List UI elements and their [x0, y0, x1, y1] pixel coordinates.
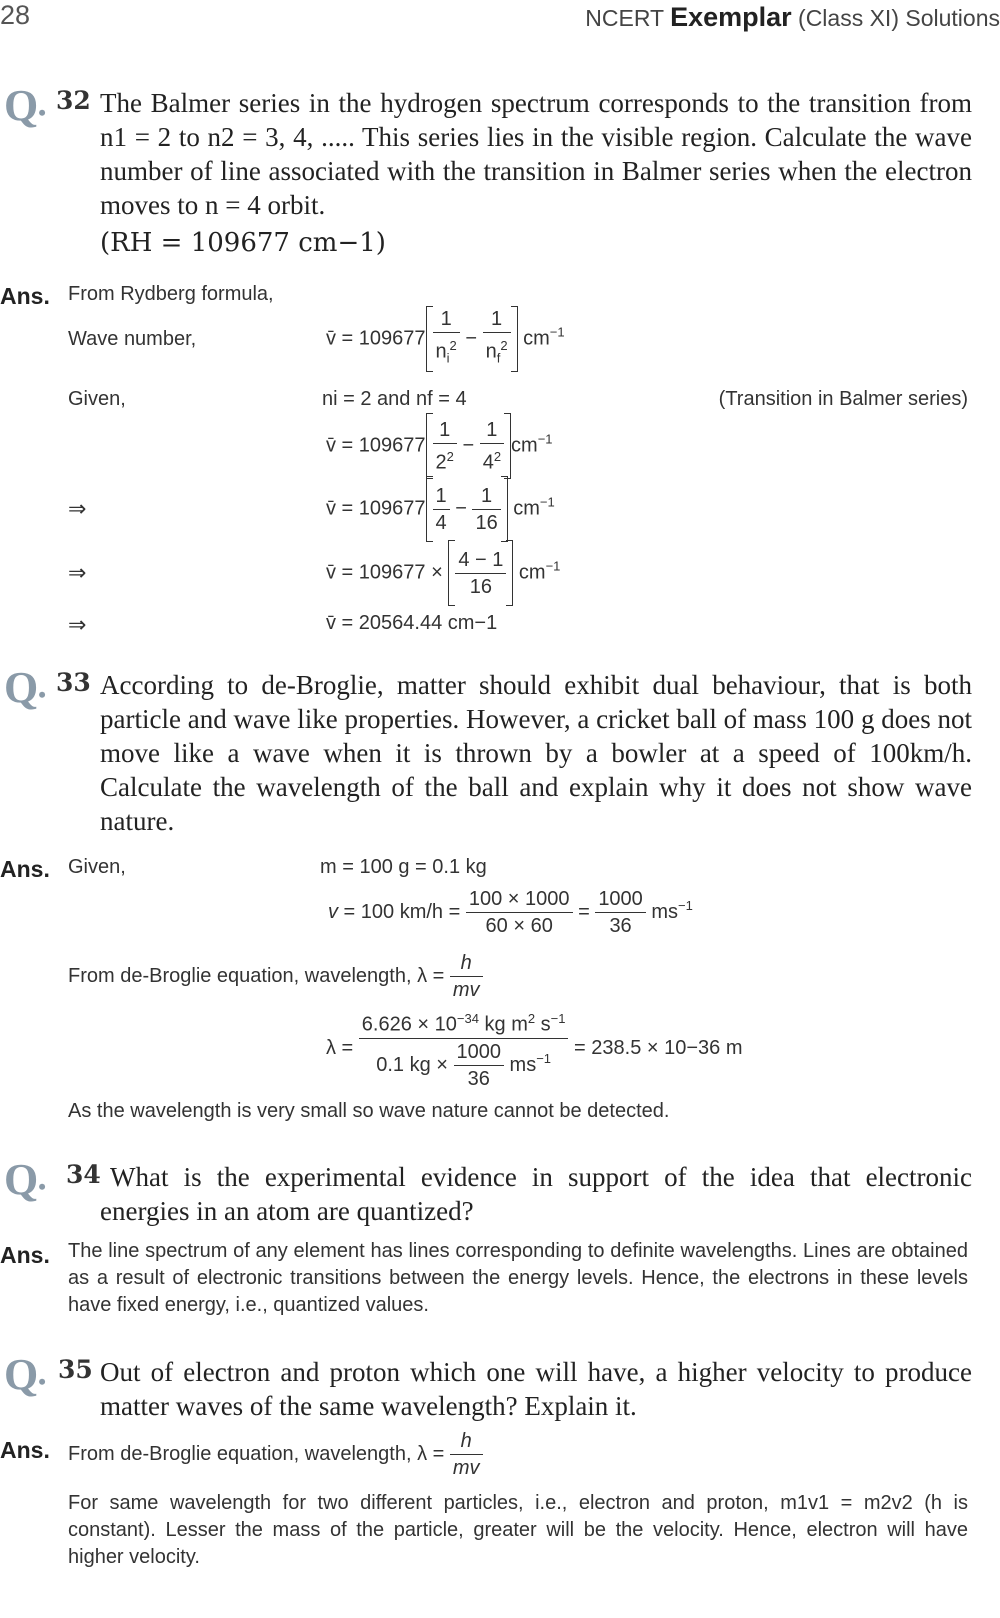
implies-icon: ⇒ [68, 496, 87, 521]
answer-conclusion: As the wavelength is very small so wave nature cannot be detected. [68, 1100, 670, 1122]
question-number: 33 [56, 668, 91, 697]
answer-text: For same wavelength for two different particles, i.e., electron and proton, m1v1 = m2v2 (h is constant). Lesser the mass of the particle, greater will be the velocity. Hence, electron will have higher velocity. [68, 1492, 968, 1568]
implies-icon: ⇒ [68, 560, 87, 585]
q-mark-icon: Q• [4, 663, 46, 712]
question-text: Out of electron and proton which one will have, a higher velocity to produce matter waves of the same wavelength? Explain it. [100, 1357, 972, 1421]
mass-value: m = 100 g = 0.1 kg [320, 856, 487, 878]
de-broglie-line: From de-Broglie equation, wavelength, λ = [68, 964, 445, 987]
de-broglie-equation-35: From de-Broglie equation, wavelength, λ = $\frac{h}{mv}$ [68, 1428, 483, 1481]
given-label: Given, [68, 856, 126, 878]
running-head [585, 2, 1000, 33]
answer-label: Ans. [0, 1437, 50, 1463]
wave-number-result: v̄ = 20564.44 cm−1 [326, 612, 498, 634]
question-text: What is the experimental evidence in support of the idea that electronic energies in an atom are quantized? [100, 1162, 972, 1226]
de-broglie-equation-33: From de-Broglie equation, wavelength, λ = $\frac{h}{mv}$ [68, 950, 483, 1003]
lambda-calculation: λ = $6.626 \times 10^{-34}$ kg $m^2$ $s^{-1}$ 0.1 kg × $\frac{1000}{36}$ $ms^{-1}$ = 238.5 × 10−36 m [326, 1006, 743, 1092]
q-mark-icon: Q• [4, 1350, 46, 1399]
answer-label: Ans. [0, 856, 50, 882]
answer-text: The line spectrum of any element has lines corresponding to definite wavelengths. Lines are obtained as a result of electronic transitions between the energy levels. Hence, the electrons in these levels have fixed energy, i.e., quantized values. [68, 1240, 968, 1316]
equation-step-2: v̄ = 109677 $\frac{1}{4}$ − $\frac{1}{16}$ $cm^{-1}$ [326, 476, 555, 542]
equation-step-3: v̄ = 109677 × $\frac{4 - 1}{16}$ $cm^{-1}$ [326, 540, 560, 606]
rydberg-equation: v̄ = 109677 $\frac{1}{n_i^2}$ − $\frac{1}{n_f^2}$ $cm^{-1}$ [326, 306, 565, 372]
implies-icon: ⇒ [68, 612, 87, 637]
question-number: 35 [58, 1355, 93, 1384]
q-mark-icon: Q• [4, 1155, 46, 1204]
book-suffix: (Class XI) Solutions [798, 5, 1000, 31]
page-number: 28 [0, 0, 31, 30]
book-title-bold: Exemplar [670, 2, 792, 32]
answer-label: Ans. [0, 283, 50, 309]
velocity-equation: v = 100 km/h = $\frac{100 \times 1000}{60 \times 60}$ = $\frac{1000}{36}$ $ms^{-1}$ [328, 888, 693, 937]
question-number: 34 [66, 1160, 101, 1189]
question-number: 32 [56, 86, 91, 115]
de-broglie-line: From de-Broglie equation, wavelength, λ = [68, 1442, 445, 1465]
book-prefix: NCERT [585, 5, 664, 31]
given-label: Given, [68, 388, 126, 410]
equation-step-1: v̄ = 109677 $\frac{1}{2^2}$ − $\frac{1}{4^2}$ $cm^{-1}$ [326, 413, 553, 479]
lambda-result: = 238.5 × 10−36 m [574, 1037, 743, 1060]
question-text: The Balmer series in the hydrogen spectrum corresponds to the transition from n1 = 2 to n2 = 3, 4, ..... This series lies in the visible region. Calculate the wave number of line associated with the transition in Balmer series when the electron moves to n = 4 orbit. [100, 88, 972, 220]
answer-label: Ans. [0, 1242, 50, 1268]
question-text: According to de-Broglie, matter should exhibit dual behaviour, that is both particle and wave like properties. However, a cricket ball of mass 100 g does not move like a wave when it is thrown by a bowler at a speed of 100km/h. Calculate the wavelength of the ball and explain why it does not show wave nature. [100, 670, 972, 836]
rydberg-constant: (RH = 109677 cm−1) [100, 228, 386, 258]
given-values: ni = 2 and nf = 4 [322, 388, 467, 410]
answer-intro: From Rydberg formula, [68, 283, 274, 305]
wave-number-label: Wave number, [68, 328, 197, 350]
transition-note: (Transition in Balmer series) [718, 388, 968, 410]
q-mark-icon: Q• [4, 81, 46, 130]
